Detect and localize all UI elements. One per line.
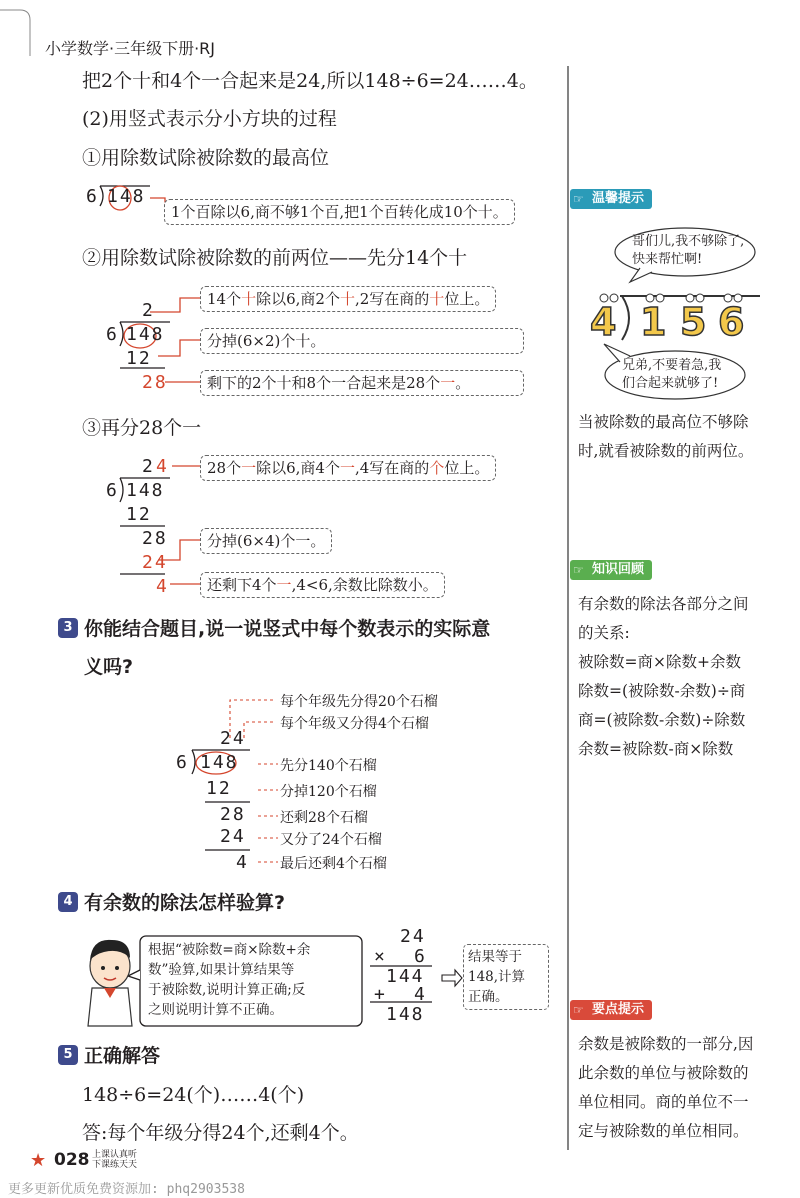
intro-line: 把2个十和4个一合起来是24,所以148÷6=24……4。 — [82, 70, 538, 92]
step3-quotient-ones: 4 — [156, 456, 169, 477]
cartoon-speech-1: 哥们儿,我不够除了, 快来帮忙啊! — [632, 234, 745, 267]
q3-label: 先分140个石榴 — [280, 758, 377, 774]
step1-divisor: 6 — [86, 186, 99, 207]
cartoon-digit: 6 — [718, 300, 745, 344]
step3-product2: 24 — [142, 552, 168, 573]
check-remainder: 4 — [414, 984, 427, 1005]
page-header-title: 小学数学·三年级下册·RJ — [45, 39, 216, 58]
answer-equation: 148÷6=24(个)……4(个) — [82, 1084, 305, 1106]
step3-divisor: 6 — [106, 480, 119, 501]
step3-dividend: 148 — [126, 480, 165, 501]
check-factor-b: 6 — [414, 946, 427, 967]
sidebar-tip2: 有余数的除法各部分之间 的关系: 被除数=商×除数+余数 除数=(被除数-余数)÷商 商=(被除数-余数)÷除数 余数=被除数-商×除数 — [578, 595, 749, 758]
section-heading: (2)用竖式表示分小方块的过程 — [82, 108, 337, 130]
step3-note2: 分掉(6×4)个一。 — [200, 528, 332, 554]
q3-label: 分掉120个石榴 — [280, 784, 377, 800]
step2-dividend: 148 — [126, 324, 165, 345]
sidebar-tip1: 当被除数的最高位不够除 时,就看被除数的前两位。 — [578, 413, 754, 460]
step1-dividend: 148 — [107, 186, 146, 207]
pointing-hand-icon: ☞ — [573, 563, 584, 577]
step3-product1: 12 — [126, 504, 152, 525]
q3-divisor: 6 — [176, 752, 189, 773]
question-5-icon: 5 — [58, 1045, 78, 1065]
check-product: 144 — [386, 966, 425, 987]
tip-tag-review: ☞ 知识回顾 — [570, 560, 652, 580]
question-3-title-line2: 义吗? — [84, 656, 134, 678]
step3-label: ③再分28个一 — [82, 417, 202, 439]
q3-label: 每个年级先分得20个石榴 — [280, 694, 438, 710]
question-4-icon: 4 — [58, 892, 78, 912]
question-3-title-line1: 你能结合题目,说一说竖式中每个数表示的实际意 — [84, 618, 491, 640]
q3-label: 每个年级又分得4个石榴 — [280, 716, 429, 732]
cartoon-digit: 5 — [680, 300, 707, 344]
verification-bubble: 根据“被除数=商×除数+余 数”验算,如果计算结果等 于被除数,说明计算正确;反 之则说明计算不正确。 — [148, 942, 311, 1018]
question-4-title: 有余数的除法怎样验算? — [84, 892, 286, 914]
q3-product2: 24 — [220, 826, 246, 847]
tip-tag-warm: ☞ 温馨提示 — [570, 189, 652, 209]
q3-remainder2: 4 — [236, 852, 249, 873]
step2-product: 12 — [126, 348, 152, 369]
cartoon-speech-2: 兄弟,不要着急,我 们合起来就够了! — [622, 358, 722, 391]
step2-quotient: 2 — [142, 300, 155, 321]
q3-product1: 12 — [206, 778, 232, 799]
check-result: 148 — [386, 1004, 425, 1025]
question-5-title: 正确解答 — [84, 1045, 161, 1067]
step3-quotient-tens: 2 — [142, 456, 155, 477]
step2-note3: 剩下的2个十和8个一合起来是28个一。 — [200, 370, 524, 396]
pointing-hand-icon: ☞ — [573, 1003, 584, 1017]
q3-dividend: 148 — [200, 752, 239, 773]
cartoon-digit: 4 — [590, 300, 617, 344]
tip-tag-key-points: ☞ 要点提示 — [570, 1000, 652, 1020]
pointing-hand-icon: ☞ — [573, 192, 584, 206]
footer-slogan: 上课认真听 下课练天天 — [92, 1150, 138, 1170]
answer-sentence: 答:每个年级分得24个,还剩4个。 — [82, 1122, 359, 1144]
check-op-plus: + — [374, 984, 387, 1005]
step3-note1: 28个一除以6,商4个一,4写在商的个位上。 — [200, 455, 496, 481]
step2-label: ②用除数试除被除数的前两位——先分14个十 — [82, 247, 468, 269]
page-number: 028 — [54, 1150, 90, 1170]
cartoon-digit: 1 — [640, 300, 667, 344]
q3-label: 又分了24个石榴 — [280, 832, 382, 848]
q3-label: 最后还剩4个石榴 — [280, 856, 387, 872]
check-factor-a: 24 — [400, 926, 426, 947]
step3-remainder1: 28 — [142, 528, 168, 549]
check-result-note: 结果等于 148,计算 正确。 — [463, 944, 549, 1010]
step2-divisor: 6 — [106, 324, 119, 345]
check-op-multiply: × — [374, 946, 387, 967]
star-icon: ★ — [30, 1150, 47, 1171]
step3-remainder2: 4 — [156, 576, 169, 597]
q3-quotient: 24 — [220, 728, 246, 749]
step3-note3: 还剩下4个一,4<6,余数比除数小。 — [200, 572, 445, 598]
q3-label: 还剩28个石榴 — [280, 810, 368, 826]
step2-note2: 分掉(6×2)个十。 — [200, 328, 524, 354]
q3-remainder1: 28 — [220, 804, 246, 825]
step2-note1: 14个十除以6,商2个十,2写在商的十位上。 — [200, 286, 496, 312]
question-3-icon: 3 — [58, 618, 78, 638]
step2-remainder: 28 — [142, 372, 168, 393]
sidebar-tip3: 余数是被除数的一部分,因 此余数的单位与被除数的 单位相同。商的单位不一 定与被除数的单位相同。 — [578, 1035, 754, 1140]
step1-label: ①用除数试除被除数的最高位 — [82, 147, 330, 169]
watermark-text: 更多更新优质免费资源加: phq2903538 — [8, 1182, 245, 1197]
step1-note: 1个百除以6,商不够1个百,把1个百转化成10个十。 — [164, 199, 515, 225]
